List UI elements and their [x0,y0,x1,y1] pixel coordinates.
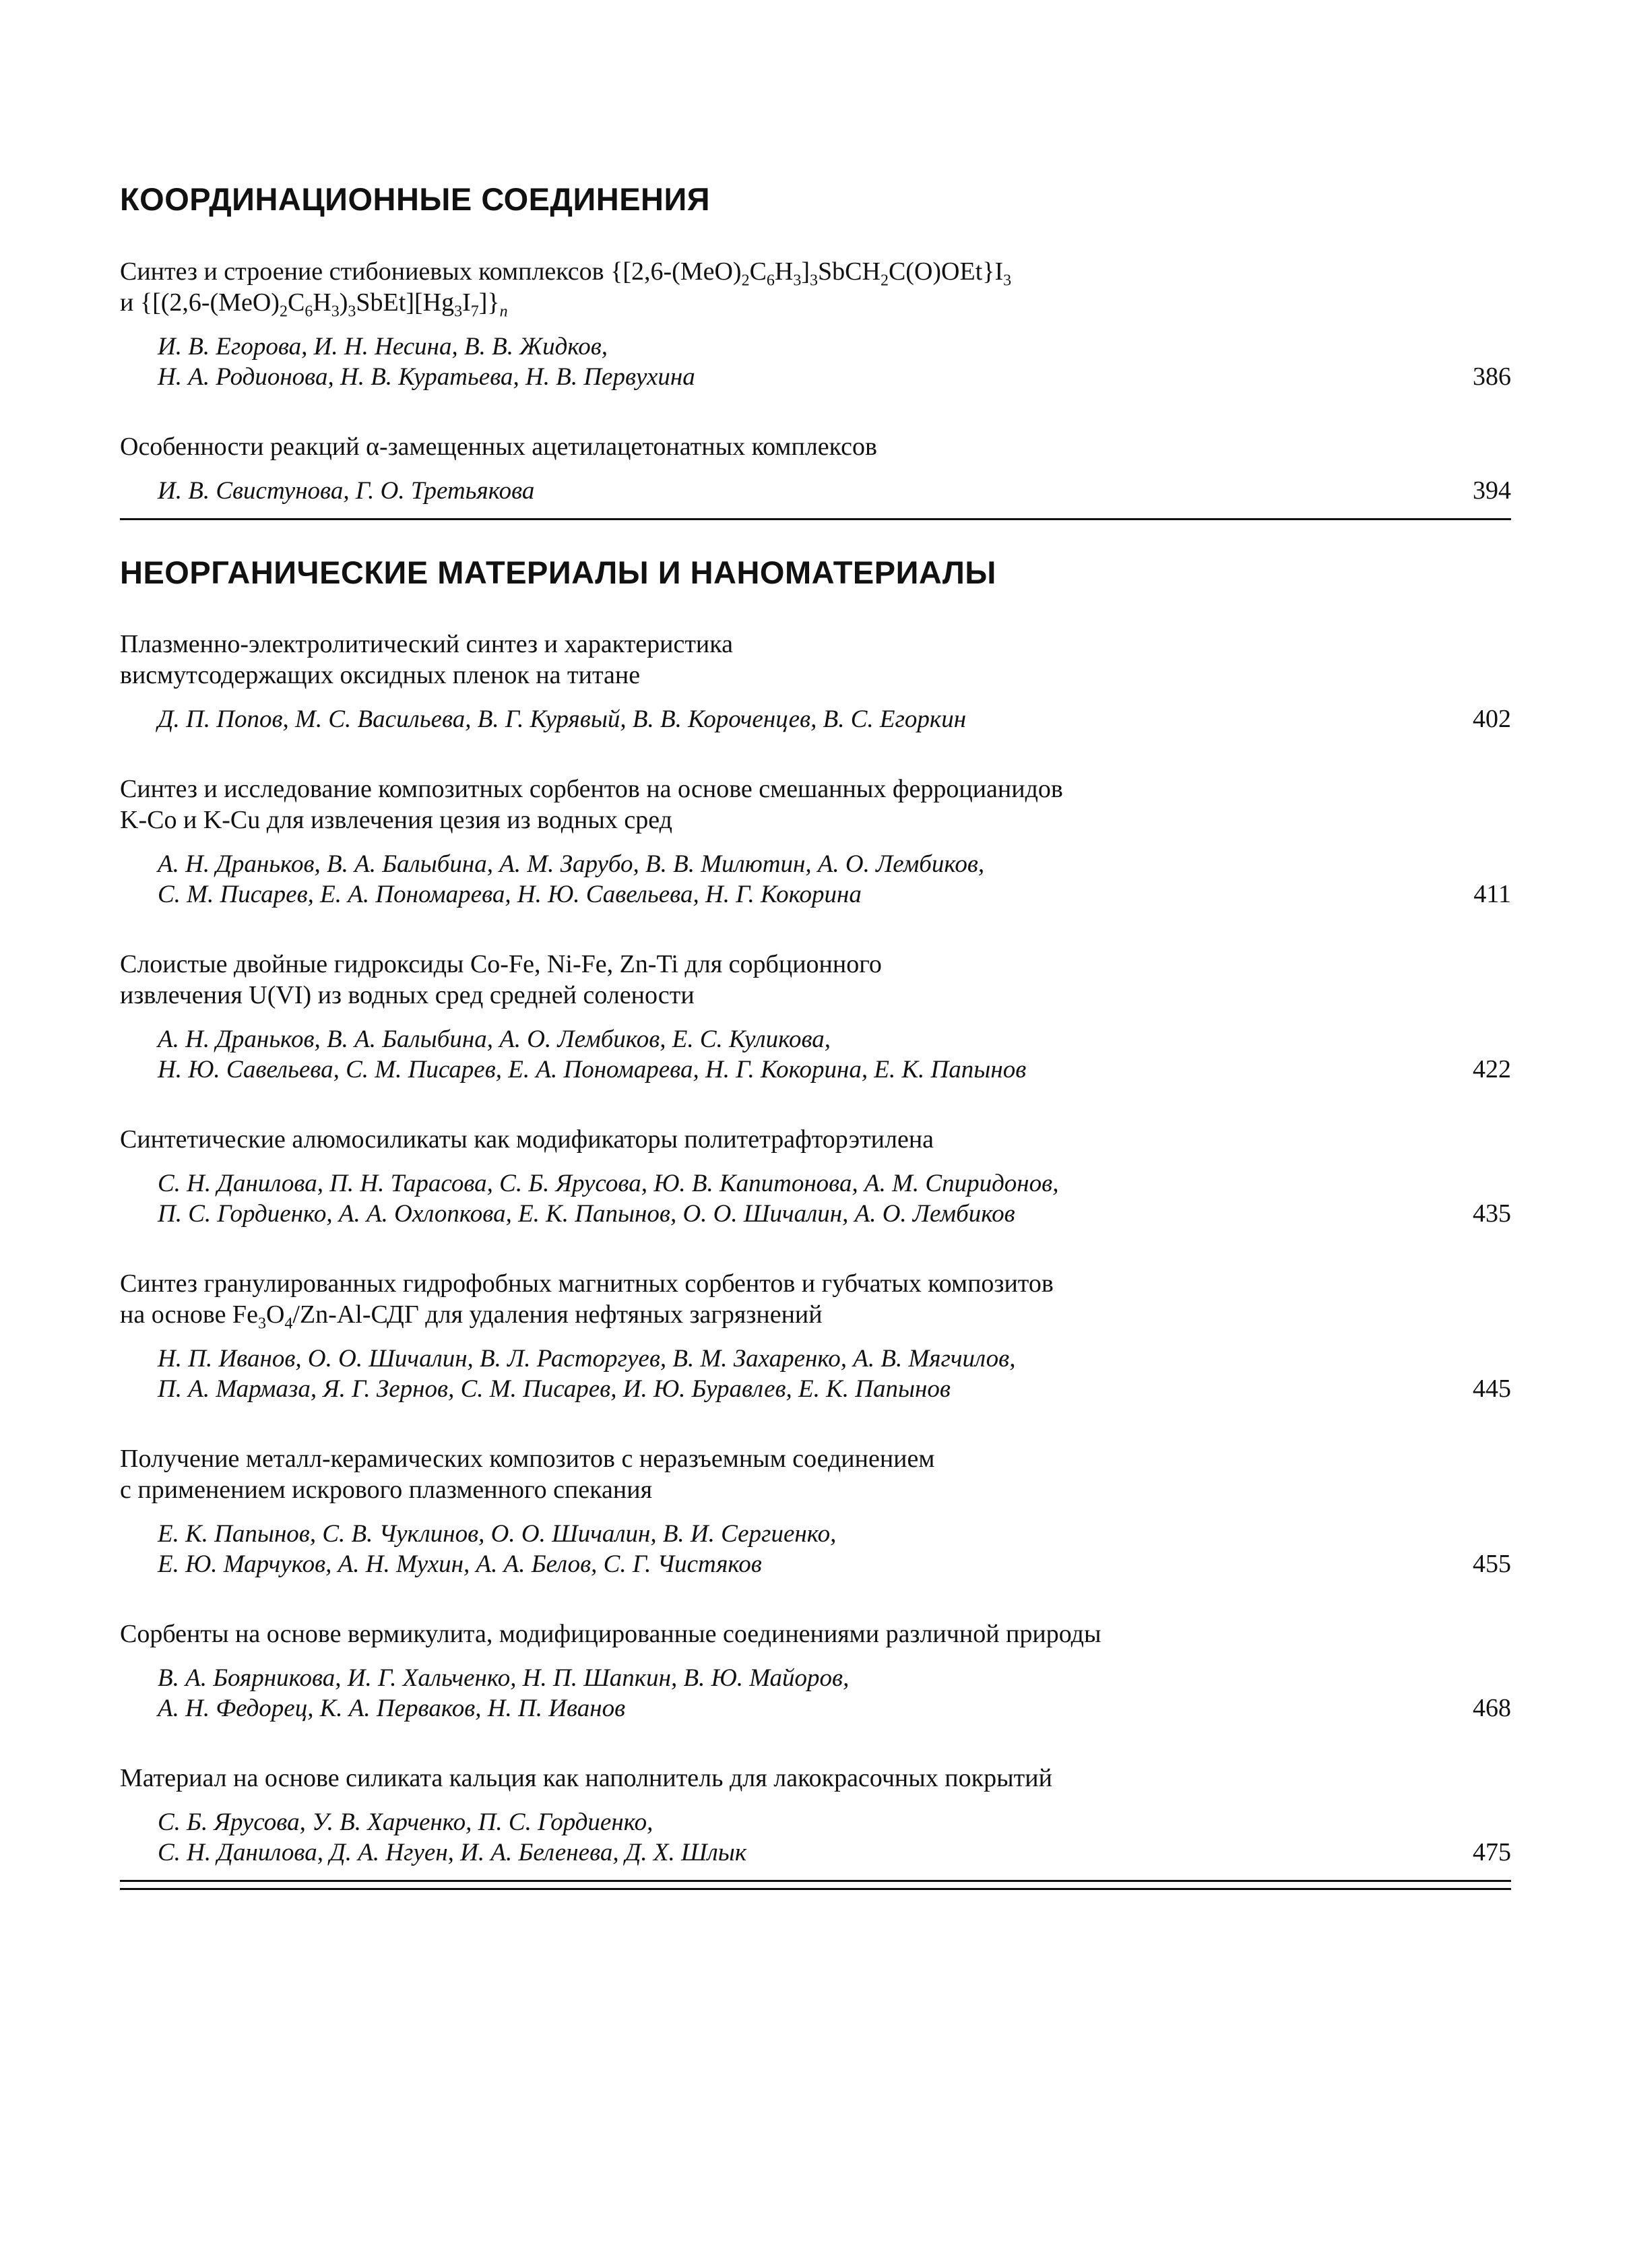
entry-authors-row [120,704,1511,734]
entry-title-line: Материал на основе силиката кальция как наполнитель для лакокрасочных покрытий [120,1764,1052,1793]
page-number[interactable]: 411 [1473,880,1511,909]
entry-title-line: Слоистые двойные гидроксиды Co-Fe, Ni-Fe, Zn-Ti для сорбционного [120,950,882,979]
entry-title [120,1124,1511,1155]
entry-title-line: Получение металл-керамических композитов с неразъемным соединением [120,1445,935,1474]
entry-authors [120,704,966,734]
page-number[interactable]: 468 [1473,1694,1511,1723]
entry-title [120,1618,1511,1649]
author-line: С. Б. Ярусова, У. В. Харченко, П. С. Гордиенко, [158,1808,653,1837]
author-line: Е. Ю. Марчуков, А. Н. Мухин, А. А. Белов, С. Г. Чистяков [158,1550,762,1579]
toc-entry[interactable] [120,1763,1511,1868]
toc-entry[interactable] [120,949,1511,1085]
toc-section [120,182,1511,520]
entry-authors-row [120,1344,1511,1404]
entry-authors [120,1168,1058,1229]
entry-title-line: Синтез гранулированных гидрофобных магнитных сорбентов и губчатых композитов [120,1269,1054,1298]
author-line: А. Н. Драньков, В. А. Балыбина, А. М. Зарубо, В. В. Милютин, А. О. Лембиков, [158,850,985,879]
page-number[interactable]: 445 [1473,1375,1511,1404]
toc-section [120,555,1511,1891]
author-line: А. Н. Федорец, К. А. Перваков, Н. П. Иванов [158,1695,626,1723]
entry-title-line: на основе $Fe_3O_4/Zn-Al$-СДГ для удаления нефтяных загрязнений [120,1300,823,1333]
author-line: Н. Ю. Савельева, С. М. Писарев, Е. А. Пономарева, Н. Г. Кокорина, Е. К. Папынов [158,1056,1027,1084]
entry-title-line: висмутсодержащих оксидных пленок на титане [120,661,641,690]
author-line: И. В. Егорова, И. Н. Несина, В. В. Жидков, [158,332,608,360]
author-line: В. А. Боярникова, И. Г. Хальченко, Н. П. Шапкин, В. Ю. Майоров, [158,1664,850,1693]
page-number[interactable]: 386 [1473,362,1511,391]
entry-authors [120,849,984,910]
toc-entry[interactable] [120,774,1511,910]
entry-title-line: K-Co и K-Cu для извлечения цезия из водных сред [120,806,672,835]
author-line: Н. П. Иванов, О. О. Шичалин, В. Л. Расторгуев, В. М. Захаренко, А. В. Мягчилов, [158,1345,1016,1373]
entry-title [120,629,1511,691]
entry-authors-row [120,1663,1511,1724]
entry-title [120,1763,1511,1794]
page-number[interactable]: 422 [1473,1055,1511,1084]
author-line: И. В. Свистунова, Г. О. Третьякова [158,476,535,505]
entry-authors [120,1344,1015,1404]
entry-title-line: Синтез и строение стибониевых комплексов $\{[2,6-(MeO)_2C_6H_3]_3SbCH_2C(O)OEt\}I_3$ [120,257,1012,290]
section-title: КООРДИНАЦИОННЫЕ СОЕДИНЕНИЯ [120,181,711,217]
toc-entry[interactable] [120,1268,1511,1404]
toc-entry[interactable] [120,1443,1511,1579]
toc-entry[interactable] [120,431,1511,506]
author-line: С. Н. Данилова, П. Н. Тарасова, С. Б. Ярусова, Ю. В. Капитонова, А. М. Спиридонов, [158,1170,1059,1198]
entry-authors [120,332,695,392]
author-line: С. Н. Данилова, Д. А. Нгуен, И. А. Беленева, Д. Х. Шлык [158,1839,747,1867]
toc-entry[interactable] [120,256,1511,392]
page-number[interactable]: 435 [1473,1199,1511,1228]
entry-authors-row [120,476,1511,506]
toc-entry[interactable] [120,1618,1511,1724]
author-line: П. С. Гордиенко, А. А. Охлопкова, Е. К. Папынов, О. О. Шичалин, А. О. Лембиков [158,1200,1015,1228]
entry-authors-row [120,1519,1511,1579]
table-of-contents [120,182,1511,1890]
entry-title [120,774,1511,836]
entry-title [120,1268,1511,1333]
double-divider [120,1880,1511,1890]
entry-title-line: извлечения U(VI) из водных сред средней солености [120,981,695,1010]
author-line: Е. К. Папынов, С. В. Чуклинов, О. О. Шичалин, В. И. Сергиенко, [158,1520,837,1548]
entry-title [120,1443,1511,1505]
page-number[interactable]: 394 [1473,476,1511,505]
entry-title [120,949,1511,1011]
entry-authors-row [120,1024,1511,1085]
section-divider [120,518,1511,520]
entry-authors [120,476,534,506]
page-number[interactable]: 475 [1473,1838,1511,1867]
entry-authors-row [120,1807,1511,1868]
entry-title-line: Синтетические алюмосиликаты как модификаторы политетрафторэтилена [120,1125,934,1154]
section-title: НЕОРГАНИЧЕСКИЕ МАТЕРИАЛЫ И НАНОМАТЕРИАЛЫ [120,554,996,590]
author-line: Н. А. Родионова, Н. В. Куратьева, Н. В. Первухина [158,363,695,391]
entry-authors [120,1663,849,1724]
entry-title-line: Синтез и исследование композитных сорбентов на основе смешанных ферроцианидов [120,775,1063,804]
entry-title [120,431,1511,462]
entry-title-line: Плазменно-электролитический синтез и характеристика [120,630,734,659]
author-line: П. А. Мармаза, Я. Г. Зернов, С. М. Писарев, И. Ю. Буравлев, Е. К. Папынов [158,1375,951,1404]
entry-authors [120,1024,1026,1085]
page-number[interactable]: 402 [1473,705,1511,734]
page-number[interactable]: 455 [1473,1550,1511,1579]
entry-title-line: с применением искрового плазменного спекания [120,1476,653,1505]
entry-authors-row [120,849,1511,910]
toc-entry[interactable] [120,1124,1511,1229]
entry-title [120,256,1511,321]
author-line: С. М. Писарев, Е. А. Пономарева, Н. Ю. Савельева, Н. Г. Кокорина [158,881,862,909]
entry-authors [120,1807,746,1868]
entry-title-line: Сорбенты на основе вермикулита, модифицированные соединениями различной природы [120,1620,1101,1649]
entry-authors-row [120,1168,1511,1229]
toc-entry[interactable] [120,629,1511,734]
entry-authors [120,1519,836,1579]
author-line: А. Н. Драньков, В. А. Балыбина, А. О. Лембиков, Е. С. Куликова, [158,1026,831,1054]
entry-authors-row [120,332,1511,392]
entry-title-line: Особенности реакций α-замещенных ацетилацетонатных комплексов [120,432,877,461]
entry-title-line: и $\{[(2,6-(MeO)_2C_6H_3)_3SbEt][Hg_3I_7]\}_n$ [120,288,508,321]
author-line: Д. П. Попов, М. С. Васильева, В. Г. Курявый, В. В. Короченцев, В. С. Егоркин [158,705,967,734]
